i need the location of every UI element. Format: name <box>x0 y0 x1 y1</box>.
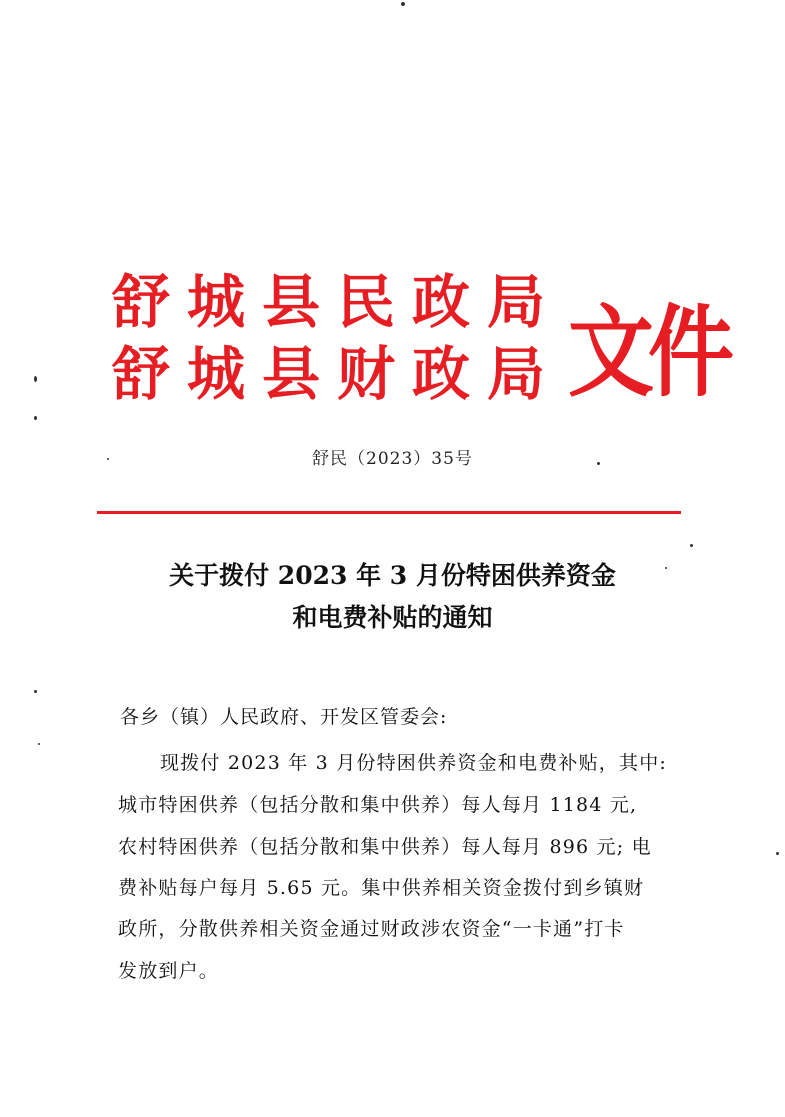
scan-speck <box>34 416 37 420</box>
header-suffix: 文件 <box>568 294 728 411</box>
scan-speck <box>34 690 37 693</box>
red-divider <box>97 511 681 514</box>
document-number: 舒民（2023）35号 <box>312 449 473 469</box>
scan-speck <box>690 544 693 547</box>
salutation: 各乡（镇）人民政府、开发区管委会: <box>120 706 448 728</box>
title-line-2: 和电费补贴的通知 <box>292 603 493 632</box>
body-line-6: 发放到户。 <box>118 960 220 982</box>
body-line-2: 城市特困供养（包括分散和集中供养）每人每月 1184 元, <box>118 794 638 816</box>
scan-speck <box>401 2 405 6</box>
scan-speck <box>34 376 37 382</box>
scan-speck <box>597 462 600 465</box>
scan-speck <box>107 458 109 460</box>
body-line-4: 费补贴每户每月 5.65 元。集中供养相关资金拨付到乡镇财 <box>118 877 645 899</box>
issuer-finance: 舒城县财政局 <box>112 340 563 408</box>
scan-speck <box>776 852 779 855</box>
body-line-5: 政所，分散供养相关资金通过财政涉农资金“一卡通”打卡 <box>118 918 625 940</box>
body-line-3: 农村特困供养（包括分散和集中供养）每人每月 896 元; 电 <box>118 836 652 858</box>
scan-speck <box>665 567 667 569</box>
issuer-civil-affairs: 舒城县民政局 <box>112 268 563 336</box>
scan-speck <box>38 743 40 745</box>
body-line-1: 现拨付 2023 年 3 月份特困供养资金和电费补贴，其中: <box>160 752 668 774</box>
issuer-block <box>112 266 582 410</box>
title-line-1: 关于拨付 2023 年 3 月份特困供养资金 <box>169 561 616 590</box>
